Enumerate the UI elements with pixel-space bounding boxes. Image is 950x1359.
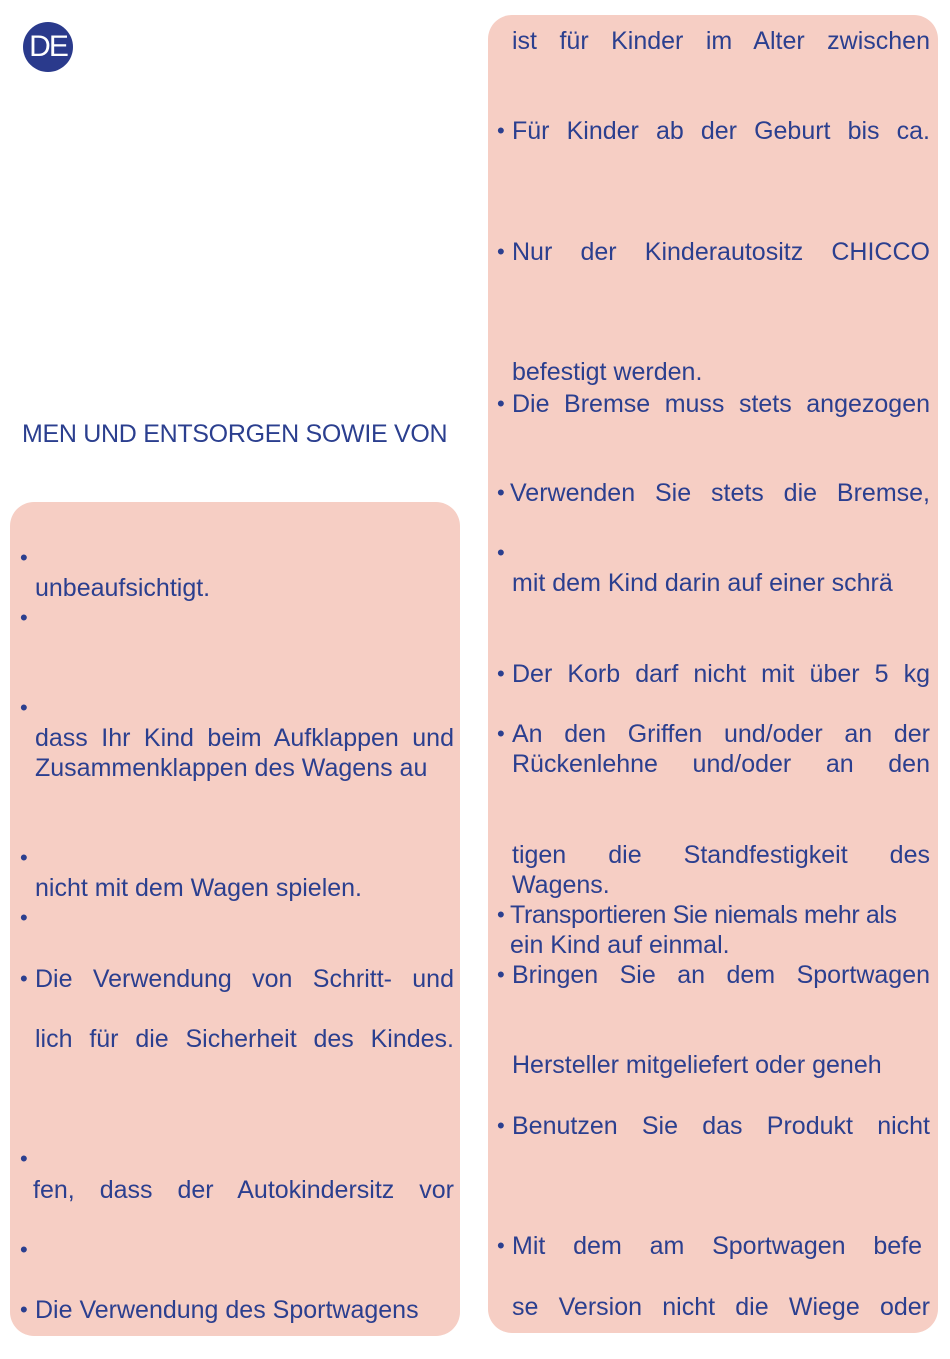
warning-text-line: tigen die Standfestigkeit des: [512, 841, 930, 869]
warning-text-line: Transportieren Sie niemals mehr als: [510, 901, 897, 929]
bullet-marker: •: [497, 391, 505, 416]
bullet-marker: •: [497, 1113, 505, 1138]
bullet-marker: •: [497, 962, 505, 987]
warning-text-line: Mit dem am Sportwagen befe: [512, 1232, 922, 1260]
bullet-marker: •: [497, 661, 505, 686]
warning-text-line: Nur der Kinderautositz CHICCO: [512, 238, 930, 266]
bullet-marker: •: [497, 480, 505, 505]
warning-text-line: Der Korb darf nicht mit über 5 kg: [512, 660, 930, 688]
warning-text-line: Die Verwendung von Schritt- und: [35, 965, 454, 993]
bullet-marker: •: [20, 905, 28, 930]
warning-text-line: Die Bremse muss stets angezogen: [512, 390, 930, 418]
bullet-marker: •: [497, 118, 505, 143]
warning-text-line: Benutzen Sie das Produkt nicht: [512, 1112, 930, 1140]
bullet-marker: •: [497, 902, 505, 927]
warning-text-line: An den Griffen und/oder an der: [512, 720, 930, 748]
warning-text-line: dass Ihr Kind beim Aufklappen und: [35, 724, 454, 752]
bullet-marker: •: [20, 695, 28, 720]
warning-text-line: nicht mit dem Wagen spielen.: [35, 874, 363, 902]
section-heading: MEN UND ENTSORGEN SOWIE VON: [22, 420, 448, 448]
warning-text-line: se Version nicht die Wiege oder: [512, 1293, 930, 1321]
warnings-box-left: [10, 502, 460, 1336]
warning-text-line: Bringen Sie an dem Sportwagen: [512, 961, 930, 989]
warning-text-line: befestigt werden.: [512, 358, 703, 386]
warning-text-line: Zusammenklappen des Wagens au: [35, 754, 428, 782]
bullet-marker: •: [20, 1237, 28, 1262]
warning-text-line: Rückenlehne und/oder an den: [512, 750, 930, 778]
bullet-marker: •: [20, 1297, 28, 1322]
bullet-marker: •: [20, 1146, 28, 1171]
warning-text-line: unbeaufsichtigt.: [35, 574, 211, 602]
warning-text-line: Hersteller mitgeliefert oder geneh: [512, 1051, 882, 1079]
bullet-marker: •: [497, 721, 505, 746]
warning-text-line: Für Kinder ab der Geburt bis ca.: [512, 117, 930, 145]
warning-text-line: Wagens.: [512, 871, 610, 899]
warning-text-line: Die Verwendung des Sportwagens: [35, 1296, 419, 1324]
warning-text-line: ein Kind auf einmal.: [510, 931, 730, 959]
bullet-marker: •: [497, 540, 505, 565]
bullet-marker: •: [20, 605, 28, 630]
warning-text-line: ist für Kinder im Alter zwischen: [512, 27, 930, 55]
bullet-marker: •: [20, 545, 28, 570]
warning-text-line: mit dem Kind darin auf einer schrä: [512, 569, 893, 597]
bullet-marker: •: [20, 966, 28, 991]
warning-text-line: lich für die Sicherheit des Kindes.: [35, 1025, 454, 1053]
warning-text-line: fen, dass der Autokindersitz vor: [33, 1176, 454, 1204]
warning-text-line: Verwenden Sie stets die Bremse,: [510, 479, 930, 507]
bullet-marker: •: [497, 239, 505, 264]
bullet-marker: •: [20, 845, 28, 870]
bullet-marker: •: [497, 1233, 505, 1258]
language-badge: DE: [23, 22, 73, 72]
